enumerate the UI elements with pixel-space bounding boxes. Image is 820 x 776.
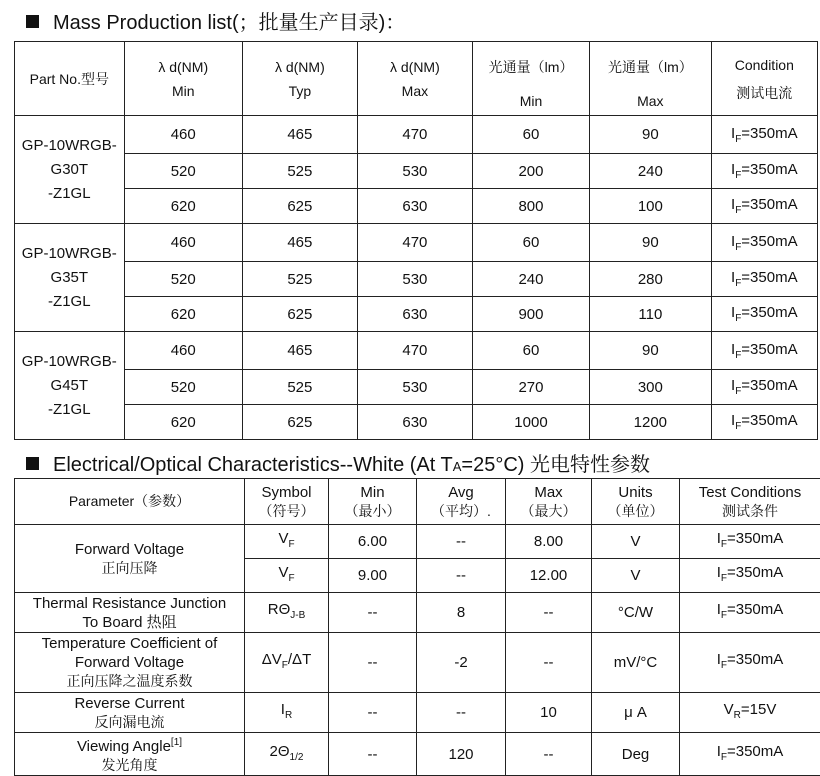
unit-cell: mV/°C (592, 633, 680, 693)
table-row (15, 332, 818, 370)
bullet-square-icon (26, 457, 39, 470)
condition-cell: $I_F=350mA$ (711, 189, 817, 224)
header-units: Units （单位） (592, 479, 680, 525)
header-lm-max: 光通量（lm） Max (590, 42, 712, 116)
part-number-cell: GP-10WRGB-G45T -Z1GL (15, 332, 125, 440)
wl-typ-cell: 465 (242, 224, 357, 262)
table-row (15, 733, 820, 776)
header-wl-min: λ d(NM) Min (124, 42, 242, 116)
wl-min-cell: 520 (124, 154, 242, 189)
avg-cell: -- (417, 525, 506, 559)
condition-cell: $I_F=350mA$ (711, 224, 817, 262)
header-row (15, 479, 820, 525)
lm-max-cell: 100 (590, 189, 712, 224)
lm-max-cell: 110 (590, 297, 712, 332)
max-cell: -- (506, 593, 592, 633)
condition-cell: $I_F=350mA$ (680, 633, 820, 693)
electrical-table (14, 478, 820, 776)
wl-typ-cell: 465 (242, 332, 357, 370)
part-number-cell: GP-10WRGB-G30T -Z1GL (15, 116, 125, 224)
wl-min-cell: 520 (124, 370, 242, 405)
wl-max-cell: 530 (357, 262, 472, 297)
unit-cell: V (592, 525, 680, 559)
condition-cell: $I_F=350mA$ (680, 733, 820, 776)
wl-min-cell: 620 (124, 405, 242, 440)
wl-typ-cell: 525 (242, 154, 357, 189)
table-row (15, 262, 818, 297)
wl-typ-cell: 525 (242, 370, 357, 405)
lm-min-cell: 1000 (472, 405, 589, 440)
condition-cell: $I_F=350mA$ (711, 297, 817, 332)
unit-cell: °C/W (592, 593, 680, 633)
electrical-heading: Electrical/Optical Characteristics--White (At TA=25°C) 光电特性参数 (26, 448, 650, 477)
header-wl-max: λ d(NM) Max (357, 42, 472, 116)
header-symbol: Symbol （符号） (245, 479, 329, 525)
table-row (15, 154, 818, 189)
wl-typ-cell: 625 (242, 405, 357, 440)
lm-min-cell: 240 (472, 262, 589, 297)
lm-max-cell: 240 (590, 154, 712, 189)
lm-max-cell: 90 (590, 332, 712, 370)
table-row (15, 370, 818, 405)
wl-typ-cell: 625 (242, 189, 357, 224)
header-lm-min: 光通量（lm） Min (472, 42, 589, 116)
lm-max-cell: 280 (590, 262, 712, 297)
symbol-cell: $V_F$ (245, 525, 329, 559)
header-test-conditions: Test Conditions 测试条件 (680, 479, 820, 525)
header-wl-typ: λ d(NM) Typ (242, 42, 357, 116)
param-thermal-resistance: Thermal Resistance Junction To Board 热阻 (15, 593, 245, 633)
min-cell: 9.00 (329, 559, 417, 593)
header-max: Max （最大） (506, 479, 592, 525)
part-number-cell: GP-10WRGB-G35T -Z1GL (15, 224, 125, 332)
avg-cell: -- (417, 693, 506, 733)
param-reverse-current: Reverse Current 反向漏电流 (15, 693, 245, 733)
header-row (15, 42, 818, 116)
avg-cell: -- (417, 559, 506, 593)
wl-min-cell: 460 (124, 332, 242, 370)
wl-typ-cell: 625 (242, 297, 357, 332)
unit-cell: V (592, 559, 680, 593)
wl-min-cell: 620 (124, 297, 242, 332)
table-row (15, 116, 818, 154)
avg-cell: 8 (417, 593, 506, 633)
condition-cell: $I_F=350mA$ (711, 154, 817, 189)
lm-max-cell: 90 (590, 116, 712, 154)
condition-cell: $I_F=350mA$ (680, 593, 820, 633)
header-min: Min （最小） (329, 479, 417, 525)
wl-max-cell: 630 (357, 297, 472, 332)
lm-min-cell: 900 (472, 297, 589, 332)
wl-max-cell: 470 (357, 332, 472, 370)
symbol-cell: $V_F$ (245, 559, 329, 593)
symbol-cell: $I_R$ (245, 693, 329, 733)
table-row (15, 693, 820, 733)
condition-cell: $I_F=350mA$ (711, 370, 817, 405)
condition-cell: $I_F=350mA$ (711, 116, 817, 154)
condition-cell: $I_F=350mA$ (680, 559, 820, 593)
param-forward-voltage: Forward Voltage 正向压降 (15, 525, 245, 593)
wl-max-cell: 530 (357, 370, 472, 405)
condition-cell: $I_F=350mA$ (680, 525, 820, 559)
lm-min-cell: 200 (472, 154, 589, 189)
table-row (15, 525, 820, 559)
bullet-square-icon (26, 15, 39, 28)
wl-max-cell: 630 (357, 405, 472, 440)
wl-min-cell: 620 (124, 189, 242, 224)
condition-cell: $V_R=15V$ (680, 693, 820, 733)
table-row (15, 405, 818, 440)
max-cell: 12.00 (506, 559, 592, 593)
mass-production-table (14, 41, 818, 440)
min-cell: -- (329, 733, 417, 776)
table-row (15, 224, 818, 262)
max-cell: -- (506, 633, 592, 693)
header-part-no: Part No.型号 (15, 42, 125, 116)
lm-min-cell: 60 (472, 224, 589, 262)
lm-min-cell: 270 (472, 370, 589, 405)
table-row (15, 297, 818, 332)
lm-min-cell: 800 (472, 189, 589, 224)
min-cell: -- (329, 633, 417, 693)
unit-cell: μ A (592, 693, 680, 733)
wl-max-cell: 530 (357, 154, 472, 189)
header-condition: Condition 测试电流 (711, 42, 817, 116)
lm-max-cell: 90 (590, 224, 712, 262)
param-viewing-angle: Viewing Angle[1] 发光角度 (15, 733, 245, 776)
wl-typ-cell: 525 (242, 262, 357, 297)
condition-cell: $I_F=350mA$ (711, 332, 817, 370)
lm-max-cell: 1200 (590, 405, 712, 440)
condition-cell: $I_F=350mA$ (711, 405, 817, 440)
wl-min-cell: 520 (124, 262, 242, 297)
header-avg: Avg （平均）. (417, 479, 506, 525)
mass-production-heading: Mass Production list(；批量生产目录)： (26, 6, 405, 35)
table-row (15, 189, 818, 224)
lm-max-cell: 300 (590, 370, 712, 405)
wl-min-cell: 460 (124, 224, 242, 262)
wl-max-cell: 470 (357, 224, 472, 262)
max-cell: 10 (506, 693, 592, 733)
max-cell: 8.00 (506, 525, 592, 559)
condition-cell: $I_F=350mA$ (711, 262, 817, 297)
header-parameter: Parameter（参数） (15, 479, 245, 525)
min-cell: 6.00 (329, 525, 417, 559)
symbol-cell: $\Delta V_F/\Delta T$ (245, 633, 329, 693)
symbol-cell: $2\Theta_{1/2}$ (245, 733, 329, 776)
avg-cell: 120 (417, 733, 506, 776)
avg-cell: -2 (417, 633, 506, 693)
symbol-cell: $R\Theta_{J-B}$ (245, 593, 329, 633)
min-cell: -- (329, 693, 417, 733)
param-temperature-coefficient: Temperature Coefficient of Forward Voltage 正向压降之温度系数 (15, 633, 245, 693)
wl-max-cell: 470 (357, 116, 472, 154)
table-row (15, 593, 820, 633)
max-cell: -- (506, 733, 592, 776)
unit-cell: Deg (592, 733, 680, 776)
lm-min-cell: 60 (472, 332, 589, 370)
wl-typ-cell: 465 (242, 116, 357, 154)
lm-min-cell: 60 (472, 116, 589, 154)
table-row (15, 633, 820, 693)
min-cell: -- (329, 593, 417, 633)
wl-min-cell: 460 (124, 116, 242, 154)
wl-max-cell: 630 (357, 189, 472, 224)
